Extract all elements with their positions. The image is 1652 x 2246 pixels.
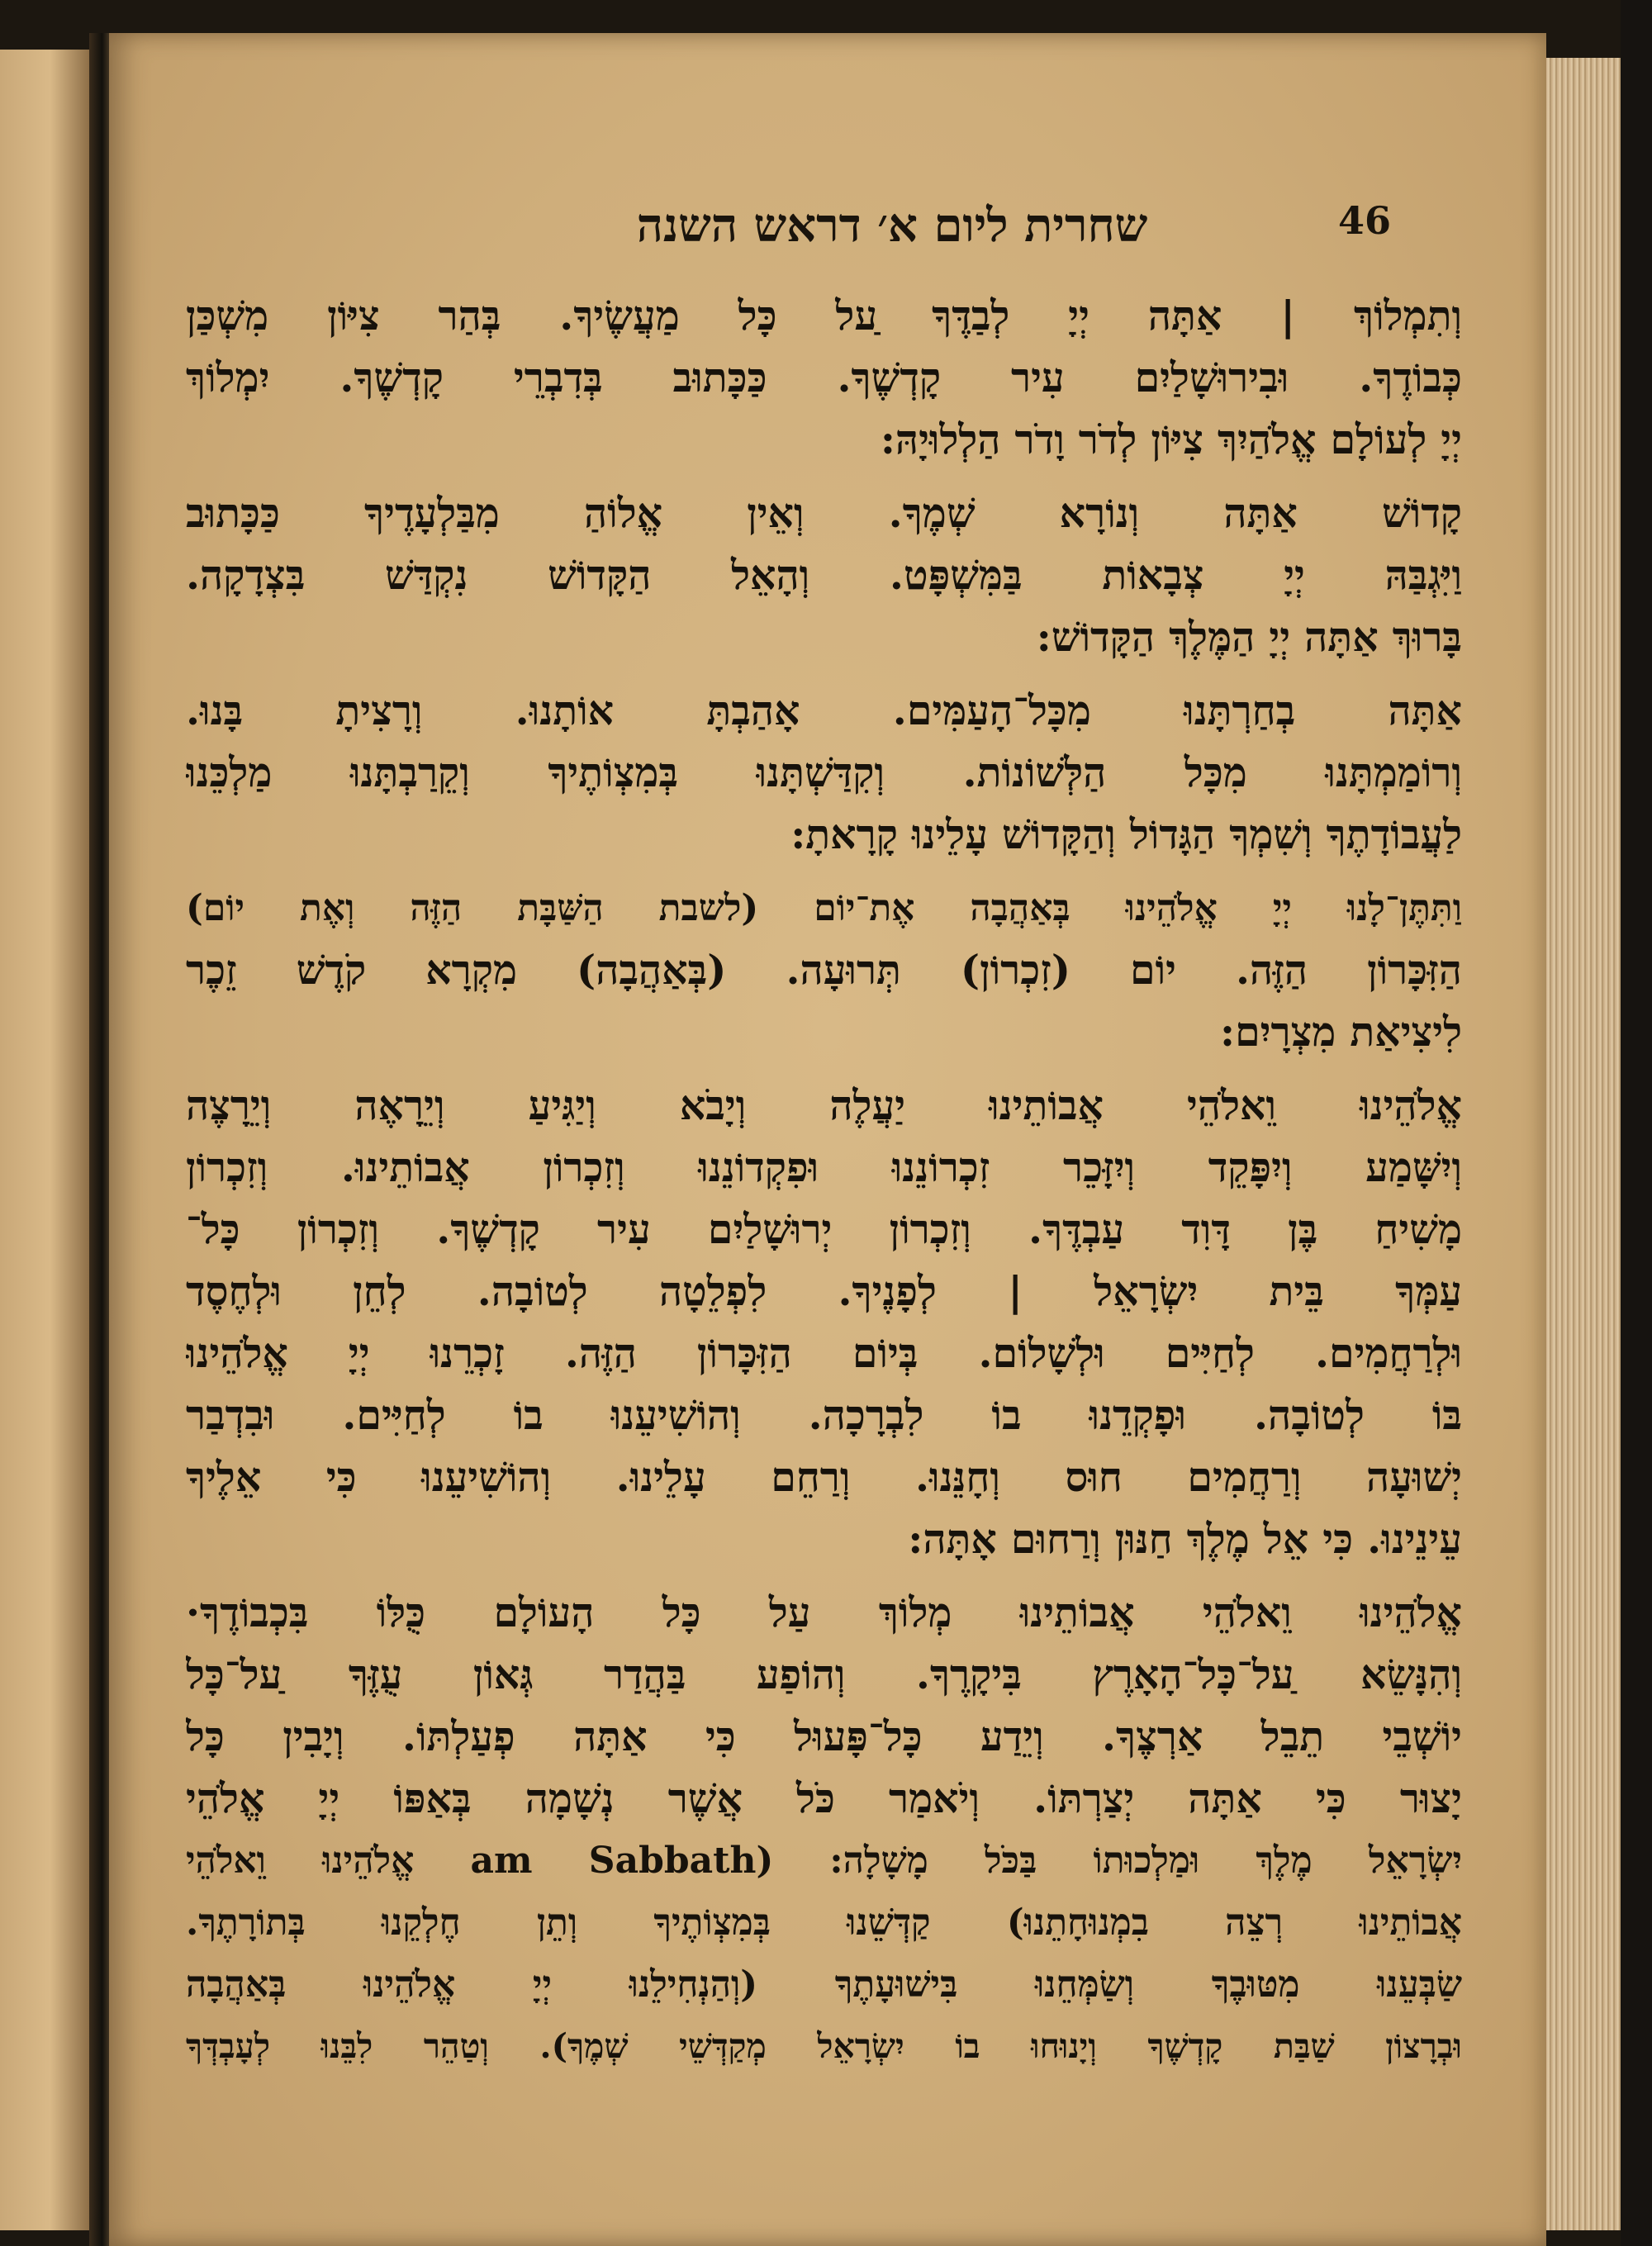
text-line: עֵינֵינוּ. כִּי אֵל מֶלֶךְ חַנּוּן וְרַחוּם אָתָּה: <box>908 1515 1462 1563</box>
text-line: וַיִּגְבַּהּ יְיָ צְבָאוֹת בַּמִּשְׁפָּט. וְהָאֵל הַקָּדוֹשׁ נִקְדַּשׁ בִּצְדָקָה. <box>186 551 1462 599</box>
paragraph-gap <box>186 1570 1462 1582</box>
text-line: יְשׁוּעָה וְרַחֲמִים חוּס וְחָנֵּנוּ. וְרַחֵם עָלֵינוּ. וְהוֹשִׁיעֵנוּ כִּי אֵלֶיךָ <box>186 1453 1462 1501</box>
text-line: וְהִנָּשֵׂא ַעל־כָּל־הָאָרֶץ בִּיקָרֶךָ. וְהוֹפַע בַּהֲדַר גְּאוֹן עֻזֶּךָ ַעל־כָּל <box>186 1650 1462 1698</box>
text-line: אַתָּה בְחַרְתָּנוּ מִכָּל־הָעַמִּים. אָהַבְתָּ אוֹתָנוּ. וְרָצִיתָ בָּנוּ. <box>186 686 1462 734</box>
text-line: יִשְׂרָאֵל מֶלֶךְ וּמַלְכוּתוֹ בַּכֹּל מָשָׁלָה: (am Sabbath אֱלֹהֵינוּ וֵאלֹהֵי <box>186 1840 1462 1882</box>
page-stack-edge <box>1546 58 1621 2230</box>
text-line: אֱלֹהֵינוּ וֵאלֹהֵי אֲבוֹתֵינוּ מְלוֹךְ עַל כָּל הָעוֹלָם כֻּלּוֹ בִּכְבוֹדֶךָ· <box>186 1588 1462 1636</box>
book-gutter <box>89 33 111 2246</box>
text-line: וְרוֹמַמְתָּנוּ מִכָּל הַלְּשׁוֹנוֹת. וְקִדַּשְׁתָּנוּ בְּמִצְוֹתֶיךָ וְקֵרַבְתָּנוּ מַלְכֵּנוּ <box>186 748 1462 796</box>
text-line: וַתִּתֶּן־לָנוּ יְיָ אֱלֹהֵינוּ בְּאַהֲבָה אֶת־יוֹם (לשבת הַשַּׁבָּת הַזֶּה וְאֶת יוֹם) <box>186 887 1462 929</box>
text-line: לִיצִיאַת מִצְרָיִם: <box>1220 1008 1462 1056</box>
text-line: וְיִשָּׁמַע וְיִפָּקֵד וְיִזָּכֵר זִכְרוֹנֵנוּ וּפִקְדוֹנֵנוּ וְזִכְרוֹן אֲבוֹתֵינוּ. וְזִכְרוֹן <box>186 1143 1462 1191</box>
text-line: וּבְרָצוֹן שַׁבַּת קָדְשֶׁךָ וְיָנוּחוּ בוֹ יִשְׂרָאֵל מְקַדְּשֵׁי שְׁמֶךָ). וְטַהֵר לִבֵּנוּ לְעָבְדְּךָ <box>186 2026 1462 2066</box>
paragraph-gap <box>186 668 1462 680</box>
text-line: וּלְרַחֲמִים. לְחַיִּים וּלְשָׁלוֹם. בְּיוֹם הַזִּכָּרוֹן הַזֶּה. זָכְרֵנוּ יְיָ אֱלֹהֵינוּ <box>186 1329 1462 1377</box>
paragraph-gap <box>186 866 1462 877</box>
text-line: קָדוֹשׁ אַתָּה וְנוֹרָא שְׁמֶךָ. וְאֵין אֱלוֹהַ מִבַּלְעָדֶיךָ כַּכָּתוּב <box>186 489 1462 537</box>
text-line: בּוֹ לְטוֹבָה. וּפָקְדֵנוּ בוֹ לִבְרָכָה. וְהוֹשִׁיעֵנוּ בוֹ לְחַיִּים. וּבִדְבַר <box>186 1391 1462 1439</box>
paragraph-gap <box>186 1063 1462 1075</box>
text-line: עַמְּךָ בֵּית יִשְׂרָאֵל | לְפָנֶיךָ. לִפְלֵטָה לְטוֹבָה. לְחֵן וּלְחֶסֶד <box>186 1267 1462 1315</box>
text-line: לַעֲבוֹדָתֶךָ וְשִׁמְךָ הַגָּדוֹל וְהַקָּדוֹשׁ עָלֵינוּ קָרָאתָ: <box>790 810 1462 858</box>
text-line: שַׂבְּעֵנוּ מִטּוּבֶךָ וְשַׂמְּחֵנוּ בִּישׁוּעָתֶךָ (וְהַנְחִילֵנוּ יְיָ אֱלֹהֵינוּ בְּאַהֲבָה <box>186 1963 1462 2006</box>
text-line: וְתִמְלוֹךְ | אַתָּה יְיָ לְבַדֶּךָ ַעל כָּל מַעֲשֶׂיךָ. בְּהַר צִיּוֹן מִשְׁכַּן <box>186 292 1462 340</box>
text-line: אֲבוֹתֵינוּ רְצֵה בִמְנוּחָתֵנוּ) קַדְּשֵׁנוּ בְּמִצְוֹתֶיךָ וְתֵן חֶלְקֵנוּ בְּתוֹרָתֶךָ. <box>186 1902 1462 1944</box>
text-line: יוֹשְׁבֵי תֵבֵל אַרְצֶךָ. וְיֵדַע כָּל־פָּעוּל כִּי אַתָּה פְעַלְתּוֹ. וְיָבִין כָּל <box>186 1712 1462 1760</box>
paragraph-gap <box>186 471 1462 482</box>
prayer-text <box>186 285 1462 2210</box>
text-line: יְיָ לְעוֹלָם אֱלֹהַיִךְ צִיּוֹן לְדֹר וָדֹר הַלְלוּיָהּ: <box>880 415 1462 463</box>
text-line: מָשִׁיחַ בֶּן דָּוִד עַבְדֶּךָ. וְזִכְרוֹן יְרוּשָׁלַיִם עִיר קָדְשֶׁךָ. וְזִכְרוֹן כָּל־ <box>186 1205 1462 1253</box>
text-line: הַזִּכָּרוֹן הַזֶּה. יוֹם (זִכְרוֹן) תְּרוּעָה. (בְּאַהֲבָה) מִקְרָא קֹדֶשׁ זֵכֶר <box>186 946 1462 994</box>
facing-page-edge <box>0 50 91 2230</box>
book-cover-edge <box>1621 0 1652 2246</box>
page-header <box>388 198 1470 273</box>
text-line: אֱלֹהֵינוּ וֵאלֹהֵי אֲבוֹתֵינוּ יַעֲלֶה וְיָבֹא וְיַגִּיעַ וְיֵרָאֶה וְיֵרָצֶה <box>186 1081 1462 1129</box>
running-title: שחרית ליום א׳ דראש השנה <box>636 198 1148 253</box>
text-line: כְּבוֹדֶךָ. וּבִירוּשָׁלַיִם עִיר קָדְשֶׁךָ. כַּכָּתוּב בְּדִבְרֵי קָדְשֶׁךָ. יִמְלוֹךְ <box>186 354 1462 401</box>
text-line: בָּרוּךְ אַתָּה יְיָ הַמֶּלֶךְ הַקָּדוֹשׁ: <box>1036 613 1462 661</box>
page-number: 46 <box>1338 198 1392 243</box>
text-line: יָצוּר כִּי אַתָּה יְצַרְתּוֹ. וְיֹאמַר כֹּל אֲשֶׁר נְשָׁמָה בְּאַפּוֹ יְיָ אֱלֹהֵי <box>186 1774 1462 1822</box>
